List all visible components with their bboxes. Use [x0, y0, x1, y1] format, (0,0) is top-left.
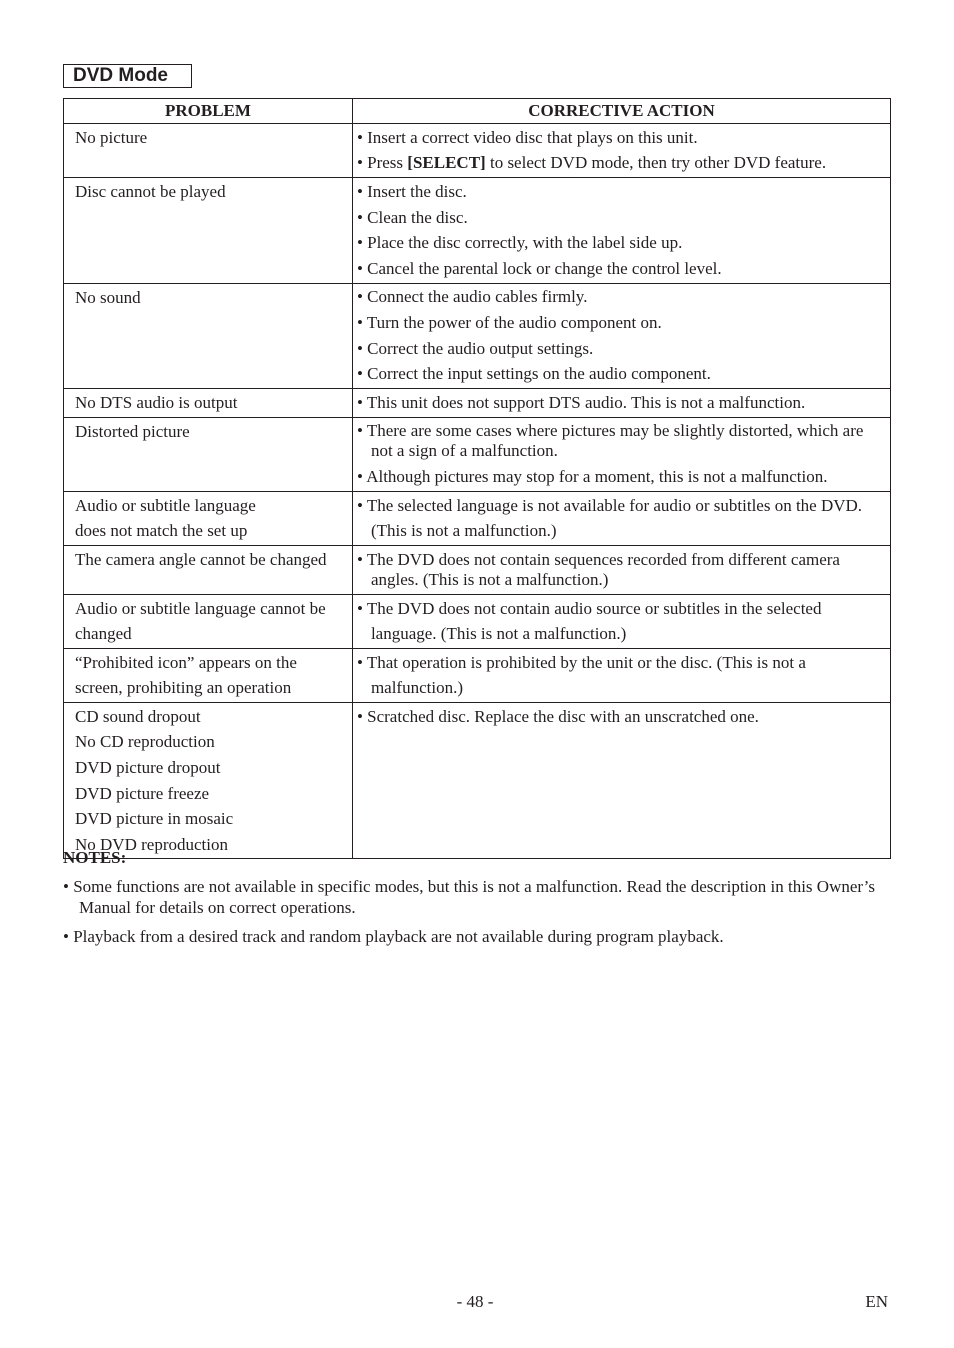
action-cell — [352, 417, 890, 491]
problem-text: “Prohibited icon” appears on the — [75, 652, 297, 672]
table-row — [64, 648, 891, 702]
problem-cell — [64, 388, 353, 417]
action-item: • That operation is prohibited by the unit or the disc. (This is not a malfunction.) — [356, 652, 806, 697]
problem-text: Disc cannot be played — [75, 182, 226, 202]
table-row — [64, 702, 891, 859]
action-cell — [352, 648, 890, 702]
notes-list — [63, 876, 893, 947]
problem-text: No DTS audio is output — [75, 392, 238, 412]
action-item: • Turn the power of the audio component on. — [356, 312, 662, 332]
problem-text: screen, prohibiting an operation — [75, 678, 292, 698]
troubleshooting-table — [63, 98, 891, 859]
problem-cell — [64, 702, 353, 859]
action-item: • Cancel the parental lock or change the control level. — [356, 258, 722, 278]
action-cell — [352, 594, 890, 648]
problem-text: changed — [75, 624, 132, 644]
action-cell — [352, 702, 890, 859]
header-problem: PROBLEM — [64, 99, 353, 124]
language-code: EN — [865, 1292, 888, 1311]
action-cell — [352, 491, 890, 545]
action-item: • Clean the disc. — [356, 207, 468, 227]
problem-cell — [64, 124, 353, 178]
action-cell — [352, 545, 890, 594]
notes-title: NOTES: — [63, 848, 127, 867]
problem-text: does not match the set up — [75, 521, 248, 541]
problem-text: Audio or subtitle language — [75, 495, 256, 515]
table-row — [64, 417, 891, 491]
action-item: • Insert a correct video disc that plays on this unit. — [356, 127, 698, 147]
problem-cell — [64, 491, 353, 545]
action-cell — [352, 124, 890, 178]
action-item: • There are some cases where pictures may be slightly distorted, which are not a sign of a malfunction. — [356, 421, 864, 461]
action-item: • The DVD does not contain audio source or subtitles in the selected language. (This is not a malfunction.) — [356, 598, 822, 643]
action-item: • The selected language is not available for audio or subtitles on the DVD. (This is not a malfunction.) — [356, 496, 863, 541]
problem-text: DVD picture dropout — [75, 758, 221, 778]
page-number: - 48 - — [456, 1292, 494, 1311]
problem-cell — [64, 283, 353, 388]
problem-text: Audio or subtitle language cannot be — [75, 598, 326, 618]
problem-cell — [64, 417, 353, 491]
table-row — [64, 594, 891, 648]
action-item: • Place the disc correctly, with the label side up. — [356, 233, 683, 253]
problem-text: No picture — [75, 128, 148, 147]
note-item: • Some functions are not available in specific modes, but this is not a malfunction. Read the description in this Owner’s Manual for details on correct operations. — [63, 877, 876, 917]
note-item: • Playback from a desired track and random playback are not available during program playback. — [63, 927, 724, 946]
problem-text: Distorted picture — [75, 421, 190, 441]
action-item: • Connect the audio cables firmly. — [356, 287, 588, 307]
table-row — [64, 491, 891, 545]
header-corrective-action: CORRECTIVE ACTION — [352, 99, 890, 124]
table-row — [64, 545, 891, 594]
table-row — [64, 124, 891, 178]
problem-text: No CD reproduction — [75, 732, 215, 752]
action-item: • This unit does not support DTS audio. This is not a malfunction. — [356, 392, 806, 412]
problem-text: No DVD reproduction — [75, 834, 228, 854]
action-cell — [352, 283, 890, 388]
action-item: • Press [SELECT] to select DVD mode, then try other DVD feature. — [356, 153, 827, 173]
problem-text: CD sound dropout — [75, 706, 201, 726]
notes-section — [63, 846, 893, 955]
problem-text: No sound — [75, 287, 141, 307]
section-title: DVD Mode — [63, 64, 192, 88]
problem-text: DVD picture freeze — [75, 783, 210, 803]
button-label: [SELECT] — [407, 153, 486, 173]
action-cell — [352, 388, 890, 417]
table-row — [64, 388, 891, 417]
table-row — [64, 283, 891, 388]
action-cell — [352, 178, 890, 283]
table-row — [64, 178, 891, 283]
problem-text: The camera angle cannot be changed — [75, 549, 327, 569]
problem-cell — [64, 178, 353, 283]
problem-cell — [64, 594, 353, 648]
action-item: • Insert the disc. — [356, 181, 467, 201]
action-item: • Although pictures may stop for a moment, this is not a malfunction. — [356, 466, 828, 486]
problem-cell — [64, 545, 353, 594]
action-item: • Scratched disc. Replace the disc with an unscratched one. — [356, 706, 759, 726]
table-header-row — [64, 99, 891, 124]
action-item: • Correct the input settings on the audio component. — [356, 364, 711, 384]
problem-cell — [64, 648, 353, 702]
action-item: • Correct the audio output settings. — [356, 338, 594, 358]
action-item: • The DVD does not contain sequences recorded from different camera angles. (This is not a malfunction.) — [356, 549, 840, 589]
problem-text: DVD picture in mosaic — [75, 809, 234, 829]
